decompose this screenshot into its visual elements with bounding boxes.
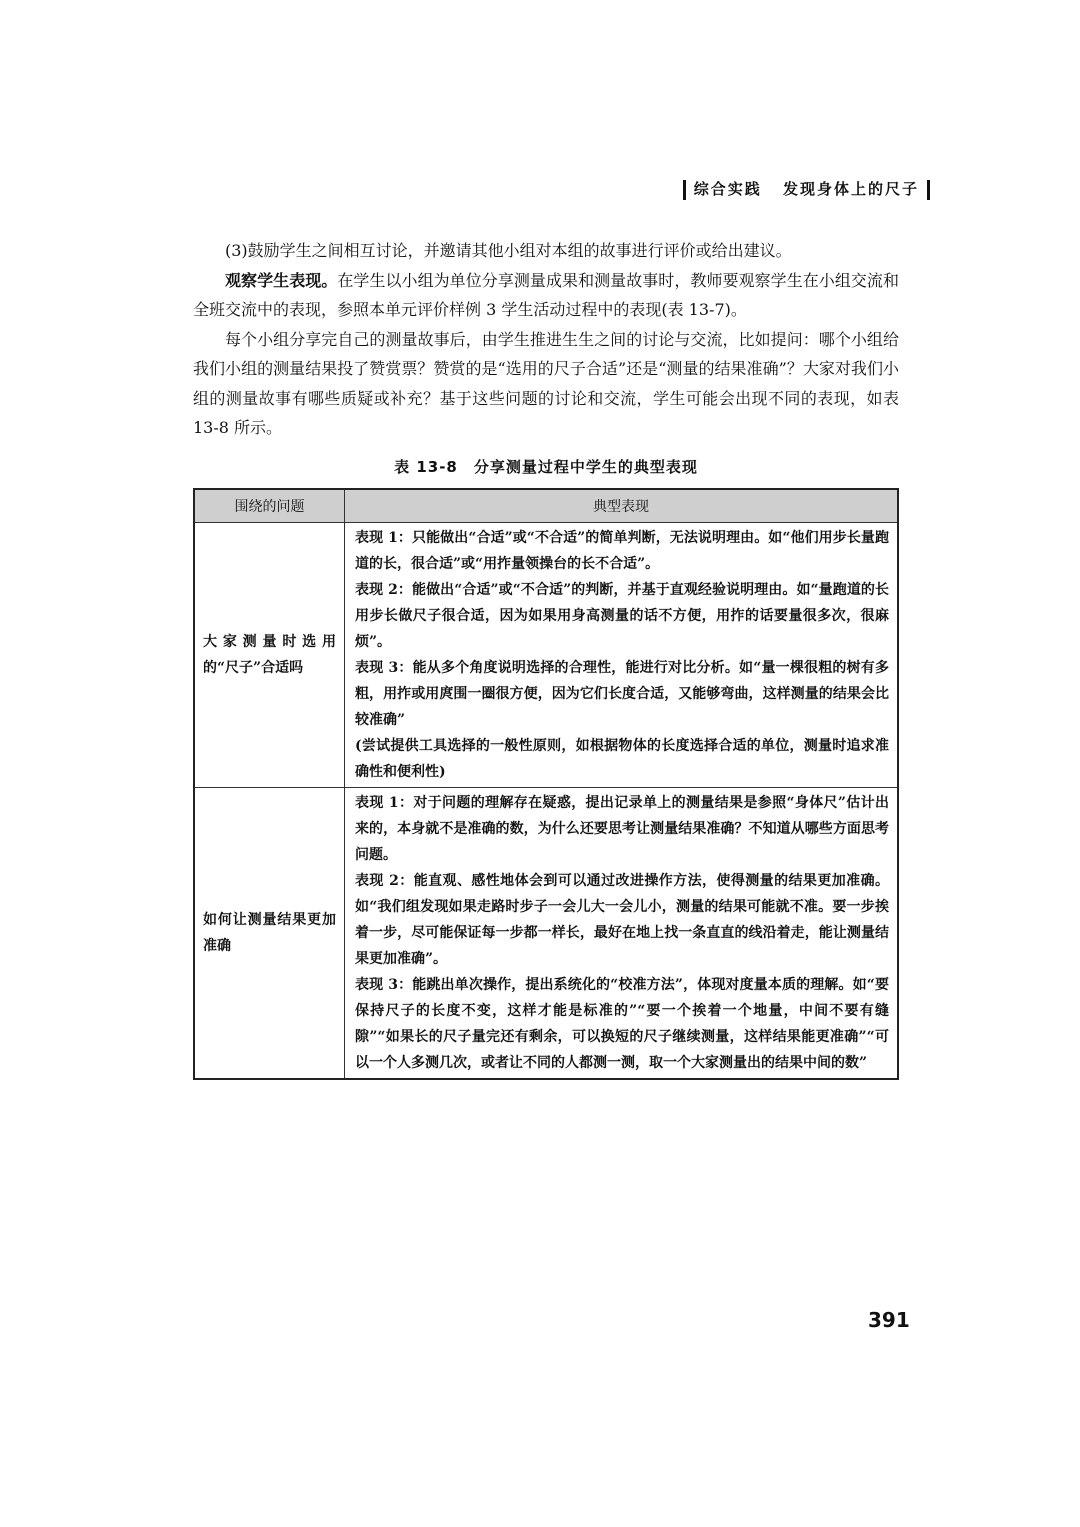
paragraph-2-lead: 观察学生表现。 (225, 270, 338, 290)
row-question: 大家测量时选用的“尺子”合适吗 (194, 522, 345, 787)
performance-table (193, 488, 899, 1080)
answer-item: 表现 2：能直观、感性地体会到可以通过改进操作方法，使得测量的结果更加准确。如“我们组发现如果走路时步子一会儿大一会儿小，测量的结果可能就不准。要一步挨着一步，尽可能保证每一步都一样长，最好在地上找一条直直的线沿着走，能让测量结果更加准确”。 (355, 872, 889, 967)
answer-note: (尝试提供工具选择的一般性原则，如根据物体的长度选择合适的单位，测量时追求准确性和便利性) (355, 737, 889, 780)
answer-item: 表现 2：能做出“合适”或“不合适”的判断，并基于直观经验说明理由。如“量跑道的长用步长做尺子很合适，因为如果用身高测量的话不方便，用拃的话要量很多次，很麻烦”。 (355, 581, 889, 650)
table-header-row (194, 489, 898, 523)
header-bar-left (683, 180, 686, 200)
main-content (193, 236, 899, 1080)
row-answers (345, 787, 899, 1079)
header-question: 围绕的问题 (194, 489, 345, 523)
row-answers (345, 522, 899, 787)
paragraph-3: 每个小组分享完自己的测量故事后，由学生推进生生之间的讨论与交流，比如提问：哪个小组给我们小组的测量结果投了赞赏票？赞赏的是“选用的尺子合适”还是“测量的结果准确”？大家对我们小组的测量故事有哪些质疑或补充？基于这些问题的讨论和交流，学生可能会出现不同的表现，如表 13-8 所示。 (193, 329, 899, 437)
table-row (194, 787, 898, 1079)
header-chapter: 综合实践 (693, 180, 762, 198)
answer-item: 表现 1：对于问题的理解存在疑惑，提出记录单上的测量结果是参照“身体尺”估计出来的，本身就不是准确的数，为什么还要思考让测量结果准确？不知道从哪些方面思考问题。 (355, 794, 889, 863)
table-caption: 表 13-8 分享测量过程中学生的典型表现 (394, 457, 698, 476)
paragraph-2-body: 在学生以小组为单位分享测量成果和测量故事时，教师要观察学生在小组交流和全班交流中的表现，参照本单元评价样例 3 学生活动过程中的表现(表 13-7)。 (193, 270, 899, 319)
paragraph-1: (3)鼓励学生之间相互讨论，并邀请其他小组对本组的故事进行评价或给出建议。 (225, 241, 792, 260)
answer-item: 表现 1：只能做出“合适”或“不合适”的简单判断，无法说明理由。如“他们用步长量跑道的长，很合适”或“用拃量领操台的长不合适”。 (355, 529, 889, 572)
answer-item: 表现 3：能跳出单次操作，提出系统化的“校准方法”，体现对度量本质的理解。如“要保持尺子的长度不变，这样才能是标准的”“要一个挨着一个地量，中间不要有缝隙”“如果长的尺子量完还有剩余，可以换短的尺子继续测量，这样结果能更准确”“可以一个人多测几次，或者让不同的人都测一测，取一个大家测量出的结果中间的数” (355, 976, 889, 1071)
answer-item: 表现 3：能从多个角度说明选择的合理性，能进行对比分析。如“量一棵很粗的树有多粗，用拃或用庹围一圈很方便，因为它们长度合适，又能够弯曲，这样测量的结果会比较准确” (355, 659, 889, 728)
header-performance: 典型表现 (345, 489, 899, 523)
row-question: 如何让测量结果更加准确 (194, 787, 345, 1079)
header-bar-right (927, 180, 930, 200)
page-number: 391 (868, 1308, 910, 1332)
header-title: 发现身体上的尺子 (782, 180, 919, 198)
running-header (675, 178, 938, 200)
table-row (194, 522, 898, 787)
paragraph-2 (193, 266, 899, 325)
